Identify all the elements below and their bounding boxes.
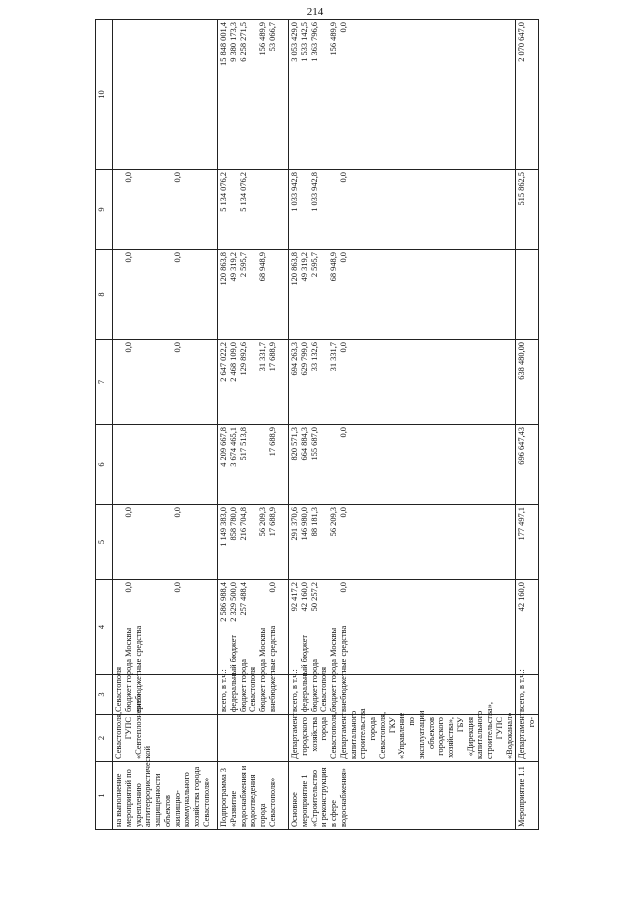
value-cell (516, 580, 539, 675)
value-line: 2 647 022,2 (219, 342, 228, 382)
value-line: 2 070 647,0 (517, 22, 527, 62)
value-line: 515 862,5 (517, 172, 527, 206)
value-line: 17 688,9 (267, 342, 277, 372)
value-line: 177 497,1 (517, 507, 527, 541)
funding-source-line: бюджет города (238, 658, 248, 712)
value-line: 6 258 271,5 (238, 22, 248, 62)
funding-source-line: бюджет города (309, 658, 319, 712)
value-line: 146 980,0 (299, 507, 309, 541)
funding-source-line: бюджет города Москвы (329, 627, 339, 712)
value-cell (516, 340, 539, 425)
value-cell (516, 505, 539, 580)
value-cell (113, 250, 218, 340)
value-line: 0,0 (123, 172, 133, 183)
value-line: 0,0 (123, 252, 133, 263)
funding-source-cell (516, 669, 539, 715)
executor-cell: Севастополя, ГУПС «Севтеплоэнерго» (113, 715, 218, 762)
value-line: 9 380 173,3 (228, 22, 238, 62)
value-line: 17 688,9 (267, 427, 277, 457)
value-cell (289, 425, 516, 505)
value-line: 629 799,0 (299, 342, 309, 376)
executor-cell (218, 715, 289, 762)
value-line: 42 160,0 (299, 582, 309, 612)
value-cell (113, 20, 218, 170)
value-line: 15 848 001,4 (219, 22, 228, 66)
value-line: 696 647,43 (517, 427, 527, 465)
value-line: 2 586 988,4 (219, 582, 228, 622)
funding-source-line: Севастополя (248, 666, 258, 712)
value-line: 0,0 (338, 252, 348, 263)
value-line: 120 863,8 (219, 252, 228, 286)
value-line: 1 149 383,0 (219, 507, 228, 547)
header-cell: 10 (96, 20, 113, 170)
activity-name-cell: на выполнение мероприятий по укреплению антитеррористической защищенности объектов жилищно-коммунального хозяйства города Севастополя» (113, 762, 218, 830)
rotated-budget-table (95, 20, 545, 830)
activity-name-cell: Подпрограмма 3 «Развитие водоснабжения и водоотведения города Севастополя» (218, 762, 289, 830)
value-line: 0,0 (338, 172, 348, 183)
value-line: 120 863,8 (290, 252, 299, 286)
value-line: 820 571,3 (290, 427, 299, 461)
value-line: 92 417,2 (290, 582, 299, 612)
value-line: 31 331,7 (258, 342, 268, 372)
value-line: 68 948,9 (258, 252, 268, 282)
header-cell: 4 (96, 580, 113, 675)
value-line: 1 363 796,6 (309, 22, 319, 62)
value-line: 0,0 (172, 172, 182, 183)
value-line: 638 480,00 (517, 342, 527, 380)
funding-source-line: Севастополя (114, 666, 123, 712)
value-line: 155 687,0 (309, 427, 319, 461)
value-line: 291 370,6 (290, 507, 299, 541)
header-cell: 1 (96, 762, 113, 830)
value-line: 56 209,3 (329, 507, 339, 537)
header-row (96, 20, 113, 830)
table-row (218, 20, 289, 830)
value-line: 0,0 (172, 582, 182, 593)
funding-source-line: всего, в т.ч.: (517, 669, 527, 712)
value-line: 68 948,9 (329, 252, 339, 282)
executor-cell: Департамент го- (516, 715, 539, 762)
funding-source-line: всего, в т.ч.: (219, 669, 228, 712)
value-cell (218, 505, 289, 580)
value-line: 88 181,3 (309, 507, 319, 537)
value-line: 2 595,7 (238, 252, 248, 278)
value-line: 156 489,9 (329, 22, 339, 56)
value-line: 517 513,8 (238, 427, 248, 461)
value-line: 0,0 (338, 507, 348, 518)
value-line (114, 252, 124, 337)
value-line: 17 688,9 (267, 507, 277, 537)
funding-source-line: всего, в т.ч.: (290, 669, 299, 712)
value-cell (218, 170, 289, 250)
value-line: 257 488,4 (238, 582, 248, 616)
value-line: 0,0 (172, 252, 182, 263)
value-cell (218, 20, 289, 170)
value-line: 3 674 465,1 (228, 427, 238, 467)
value-line: 50 257,2 (309, 582, 319, 612)
value-line: 0,0 (338, 427, 348, 438)
value-line: 0,0 (123, 507, 133, 518)
table-row (289, 20, 516, 830)
header-cell: 5 (96, 505, 113, 580)
header-cell: 9 (96, 170, 113, 250)
value-line: 4 209 667,8 (219, 427, 228, 467)
value-cell (289, 20, 516, 170)
value-line: 0,0 (123, 582, 133, 593)
page-number: 214 (306, 6, 324, 18)
table-row (516, 20, 539, 830)
value-cell (289, 580, 516, 675)
value-cell (516, 425, 539, 505)
table-row (113, 20, 218, 830)
value-cell (113, 425, 218, 505)
value-line: 2 329 500,0 (228, 582, 238, 622)
value-line: 0,0 (338, 22, 348, 33)
value-cell (218, 340, 289, 425)
value-line: 129 892,6 (238, 342, 248, 376)
value-line: 2 468 109,0 (228, 342, 238, 382)
value-line: 858 780,0 (228, 507, 238, 541)
value-line: 694 263,3 (290, 342, 299, 376)
value-cell (516, 20, 539, 170)
funding-source-cell (113, 625, 218, 715)
value-cell (218, 425, 289, 505)
value-line: 216 704,8 (238, 507, 248, 541)
value-line: 0,0 (123, 342, 133, 353)
value-line: 0,0 (172, 342, 182, 353)
header-cell: 3 (96, 675, 113, 715)
value-line: 664 884,3 (299, 427, 309, 461)
value-line: 56 209,3 (258, 507, 268, 537)
funding-source-cell (218, 625, 289, 715)
value-line: 5 134 076,2 (219, 172, 228, 212)
value-line (114, 172, 124, 247)
value-line: 2 595,7 (309, 252, 319, 278)
value-cell (289, 170, 516, 250)
value-line: 156 489,9 (258, 22, 268, 56)
value-line: 42 160,0 (517, 582, 527, 612)
activity-name-cell: Основное мероприятие 1 «Строительство и реконструкция в сфере водоснабжения» (289, 762, 516, 830)
value-line: 0,0 (267, 582, 277, 593)
activity-name-cell: Мероприятие 1.1 (516, 762, 539, 830)
value-line: 1 033 942,8 (309, 172, 319, 212)
header-cell: 2 (96, 715, 113, 762)
funding-source-line: федеральный бюджет (299, 634, 309, 712)
funding-source-line: бюджет города Москвы (123, 627, 133, 712)
header-cell: 7 (96, 340, 113, 425)
value-line: 1 033 942,8 (290, 172, 299, 212)
value-line: 49 319,2 (299, 252, 309, 282)
value-cell (516, 250, 539, 340)
funding-source-line: внебюджетные средства (267, 625, 277, 712)
value-line: 0,0 (338, 342, 348, 353)
budget-table (95, 19, 539, 830)
value-line (114, 582, 124, 672)
funding-source-line: Севастополя (319, 666, 329, 712)
value-cell (516, 170, 539, 250)
funding-source-line: внебюджетные средства (133, 625, 143, 712)
value-line: 53 066,7 (267, 22, 277, 52)
value-line: 0,0 (172, 507, 182, 518)
funding-source-line: внебюджетные средства (338, 625, 348, 712)
value-cell (218, 250, 289, 340)
value-cell (113, 505, 218, 580)
value-line: 3 053 429,0 (290, 22, 299, 62)
value-cell (113, 340, 218, 425)
value-cell (289, 505, 516, 580)
executor-cell: Департамент городского хозяйства города Севастополя, Департамент капитального строительства города Севастополя, ГКУ «Управление по эксплуатации объектов городского хозяйства», ГБУ «Дирекция капитального строительства», ГУПС «Водоканал» (289, 715, 516, 762)
value-line: 33 132,6 (309, 342, 319, 372)
value-cell (289, 340, 516, 425)
value-line: 49 319,2 (228, 252, 238, 282)
value-line (114, 507, 124, 577)
header-cell: 8 (96, 250, 113, 340)
value-line: 5 134 076,2 (238, 172, 248, 212)
funding-source-line: федеральный бюджет (228, 634, 238, 712)
value-line: 1 533 142,5 (299, 22, 309, 62)
header-cell: 6 (96, 425, 113, 505)
value-line (114, 342, 124, 422)
value-line: 0,0 (338, 582, 348, 593)
funding-source-cell (289, 625, 516, 715)
value-line: 31 331,7 (329, 342, 339, 372)
funding-source-line: бюджет города Москвы (258, 627, 268, 712)
value-cell (289, 250, 516, 340)
value-cell (113, 170, 218, 250)
